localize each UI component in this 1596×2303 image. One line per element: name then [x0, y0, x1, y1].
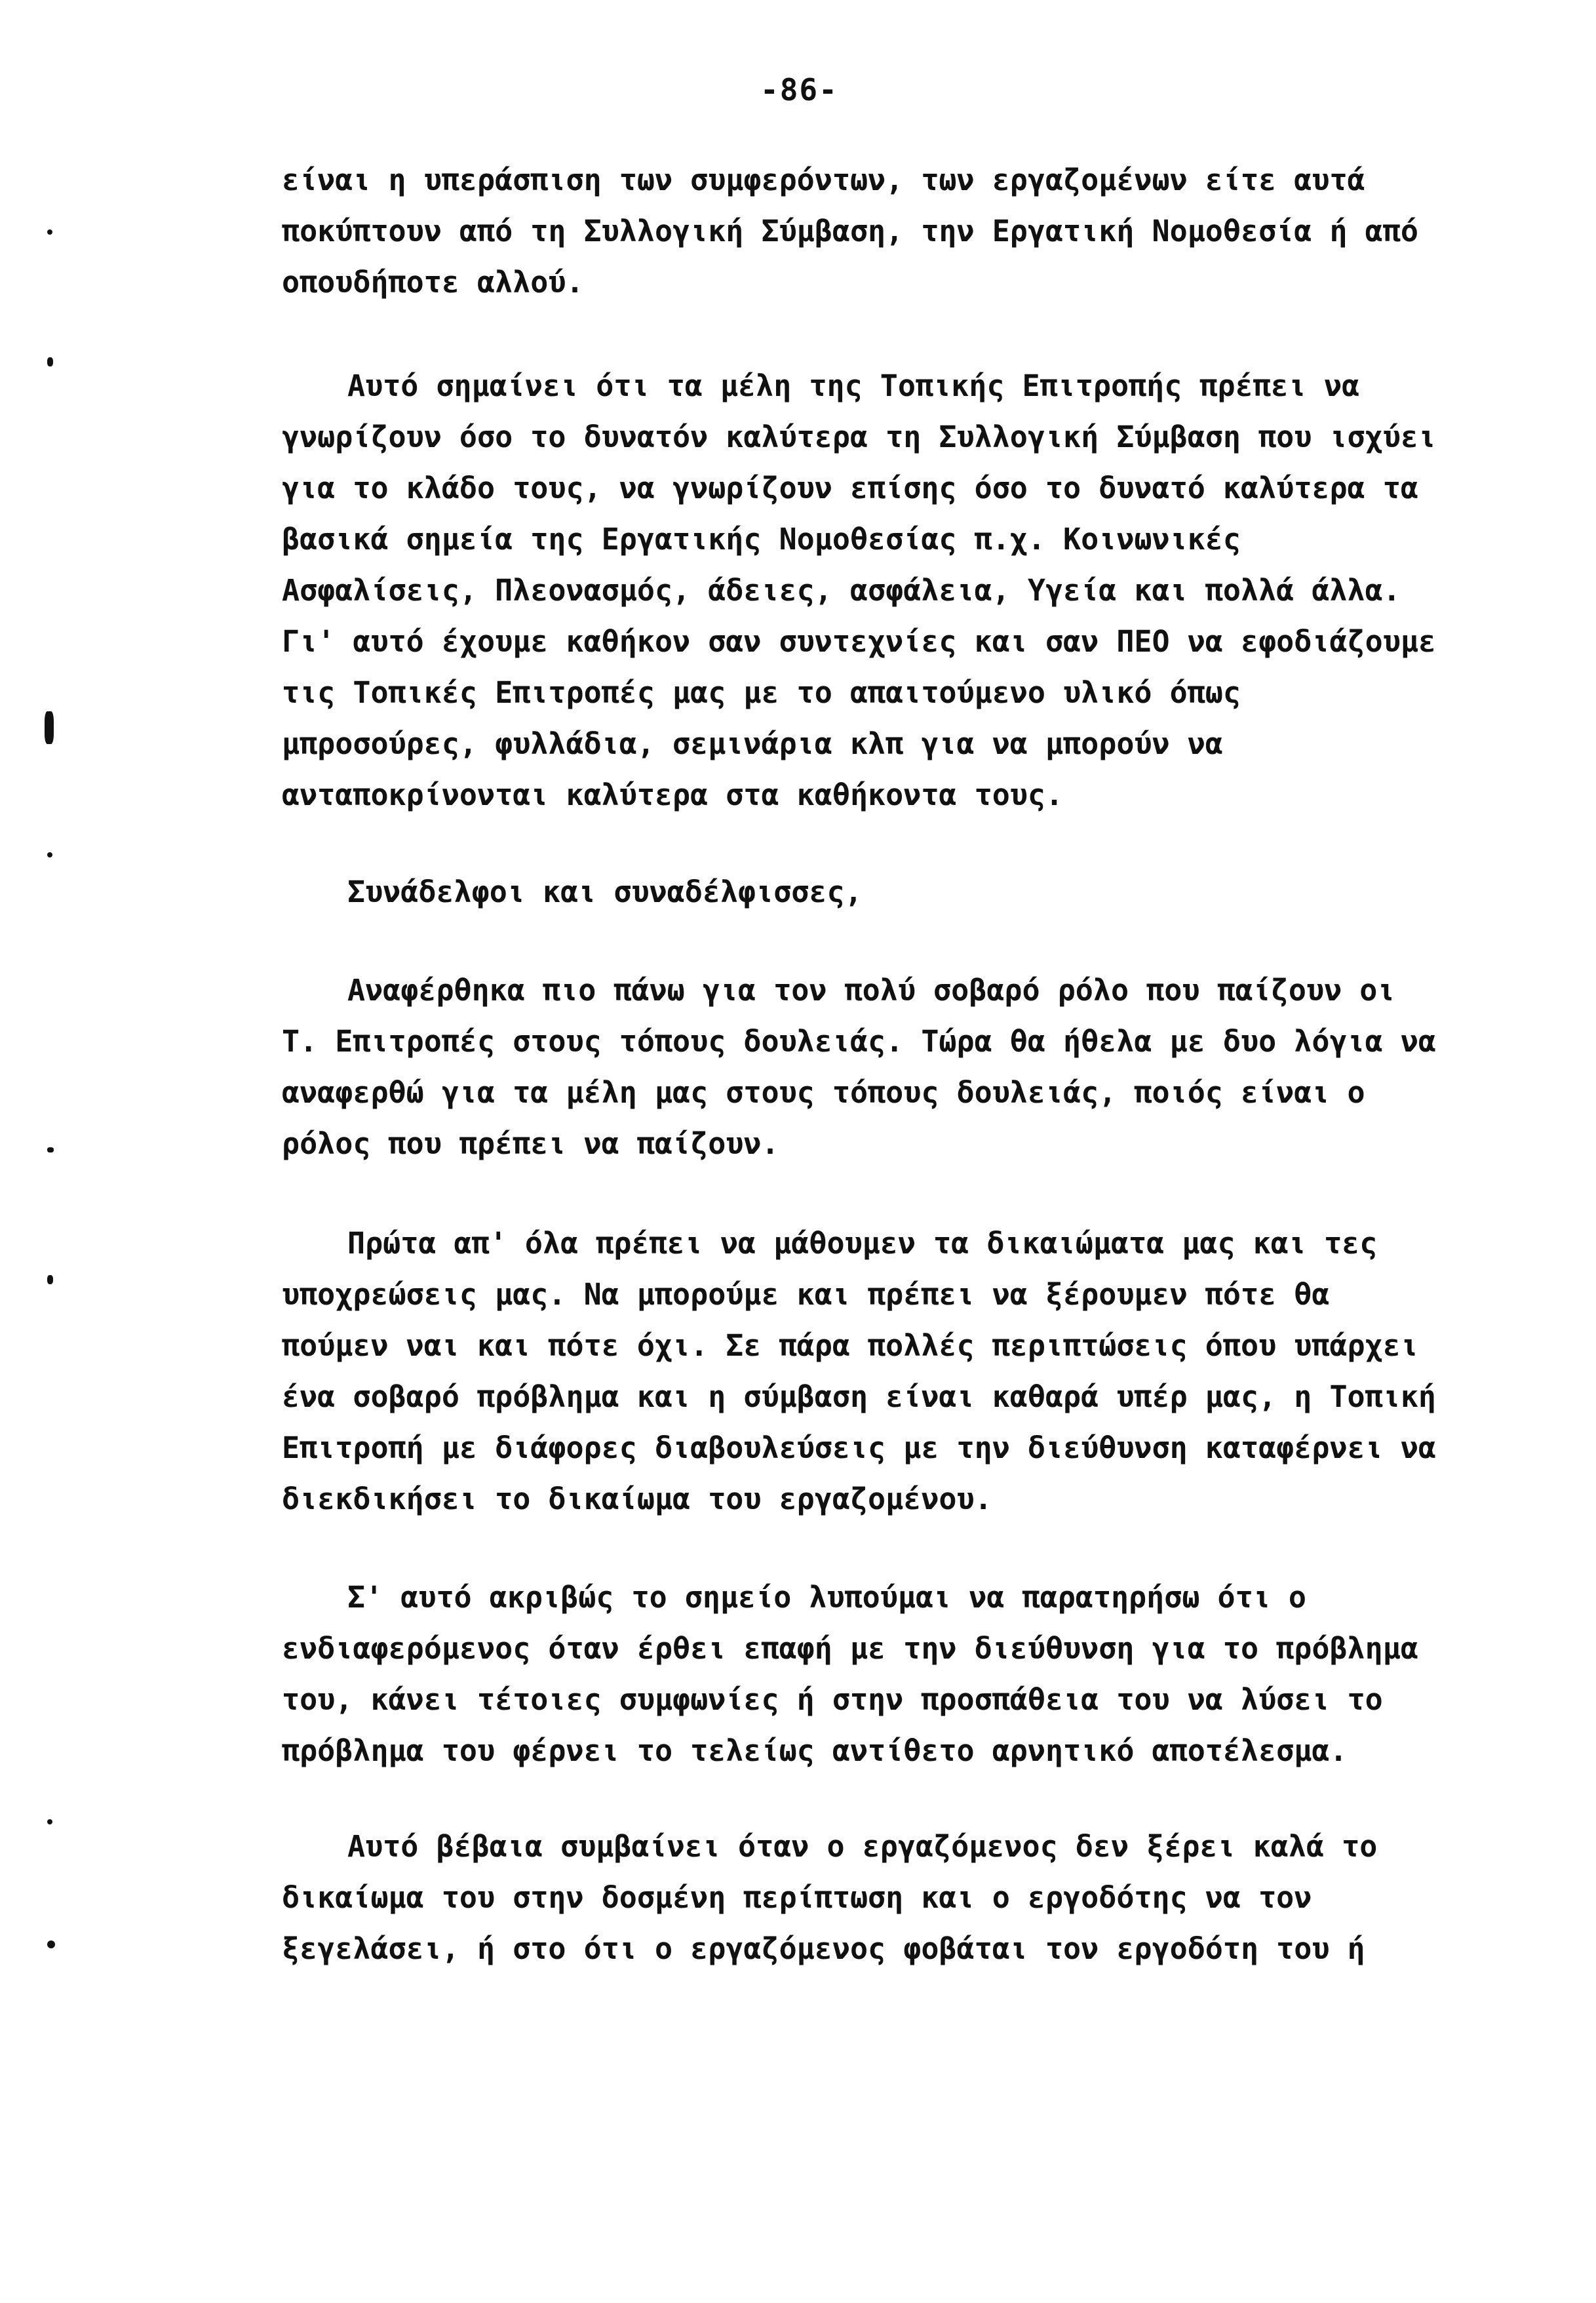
text-line: Τ. Επιτροπές στους τόπους δουλειάς. Τώρα θα ήθελα με δυο λόγια να: [282, 1024, 1436, 1059]
text-line: για το κλάδο τους, να γνωρίζουν επίσης όσο το δυνατό καλύτερα τα: [282, 471, 1418, 505]
paragraph-2: [282, 361, 1436, 821]
text-line: υποχρεώσεις μας. Να μπορούμε και πρέπει να ξέρουμεν πότε θα: [282, 1277, 1330, 1312]
text-line: πούμεν ναι και πότε όχι. Σε πάρα πολλές περιπτώσεις όπου υπάρχει: [282, 1328, 1418, 1363]
paragraph-4: [282, 965, 1436, 1170]
text-line: ένα σοβαρό πρόβλημα και η σύμβαση είναι καθαρά υπέρ μας, η Τοπική: [282, 1379, 1436, 1414]
margin-speck: [45, 711, 54, 744]
text-line: ενδιαφερόμενος όταν έρθει επαφή με την διεύθυνση για το πρόβλημα: [282, 1631, 1418, 1666]
margin-speck: [47, 1147, 54, 1152]
margin-speck: [47, 1819, 52, 1824]
text-line: αναφερθώ για τα μέλη μας στους τόπους δουλειάς, ποιός είναι ο: [282, 1075, 1365, 1110]
margin-speck: [47, 229, 52, 235]
text-line: βασικά σημεία της Εργατικής Νομοθεσίας π.χ. Κοινωνικές: [282, 522, 1241, 557]
text-line: μπροσούρες, φυλλάδια, σεμινάρια κλπ για να μπορούν να: [282, 726, 1223, 761]
text-line: ξεγελάσει, ή στο ότι ο εργαζόμενος φοβάται τον εργοδότη του ή: [282, 1931, 1365, 1966]
text-line: διεκδικήσει το δικαίωμα του εργαζομένου.: [282, 1482, 992, 1516]
salutation: [282, 867, 1396, 918]
text-line: ρόλος που πρέπει να παίζουν.: [282, 1126, 779, 1161]
text-line: ποκύπτουν από τη Συλλογική Σύμβαση, την Εργατική Νομοθεσία ή από: [282, 214, 1418, 248]
text-line: γνωρίζουν όσο το δυνατόν καλύτερα τη Συλλογική Σύμβαση που ισχύει: [282, 420, 1436, 454]
margin-speck: [47, 1940, 55, 1948]
text-line: Σ' αυτό ακριβώς το σημείο λυπούμαι να παρατηρήσω ότι ο: [347, 1580, 1306, 1615]
text-line: δικαίωμα του στην δοσμένη περίπτωση και ο εργοδότης να τον: [282, 1880, 1312, 1915]
paragraph-1: [282, 155, 1418, 308]
text-line: ανταποκρίνονται καλύτερα στα καθήκοντα τους.: [282, 778, 1064, 812]
text-line: Αυτό βέβαια συμβαίνει όταν ο εργαζόμενος δεν ξέρει καλά το: [347, 1829, 1378, 1864]
text-line: Ασφαλίσεις, Πλεονασμός, άδειες, ασφάλεια, Υγεία και πολλά άλλα.: [282, 573, 1401, 608]
margin-speck: [47, 852, 52, 857]
text-line: είναι η υπεράσπιση των συμφερόντων, των εργαζομένων είτε αυτά: [282, 163, 1365, 197]
text-line: Επιτροπή με διάφορες διαβουλεύσεις με την διεύθυνση καταφέρνει να: [282, 1430, 1436, 1465]
text-line: Αυτό σημαίνει ότι τα μέλη της Τοπικής Επιτροπής πρέπει να: [347, 368, 1360, 403]
text-line: Γι' αυτό έχουμε καθήκον σαν συντεχνίες και σαν ΠΕΟ να εφοδιάζουμε: [282, 624, 1436, 659]
paragraph-7: [282, 1821, 1396, 1975]
text-line: Αναφέρθηκα πιο πάνω για τον πολύ σοβαρό ρόλο που παίζουν οι: [347, 973, 1395, 1008]
text-line: οπουδήποτε αλλού.: [282, 265, 584, 300]
text-line: του, κάνει τέτοιες συμφωνίες ή στην προσπάθεια του να λύσει το: [282, 1682, 1383, 1717]
page-number: -86-: [760, 72, 838, 108]
paragraph-6: [282, 1572, 1418, 1777]
text-line: Πρώτα απ' όλα πρέπει να μάθουμεν τα δικαιώματα μας και τες: [347, 1226, 1378, 1261]
margin-speck: [47, 1275, 53, 1284]
margin-speck: [47, 357, 53, 366]
text-line: πρόβλημα του φέρνει το τελείως αντίθετο αρνητικό αποτέλεσμα.: [282, 1733, 1348, 1768]
text-line: τις Τοπικές Επιτροπές μας με το απαιτούμενο υλικό όπως: [282, 675, 1241, 710]
paragraph-5: [282, 1218, 1436, 1525]
text-line: Συνάδελφοι και συναδέλφισσες,: [347, 875, 863, 909]
